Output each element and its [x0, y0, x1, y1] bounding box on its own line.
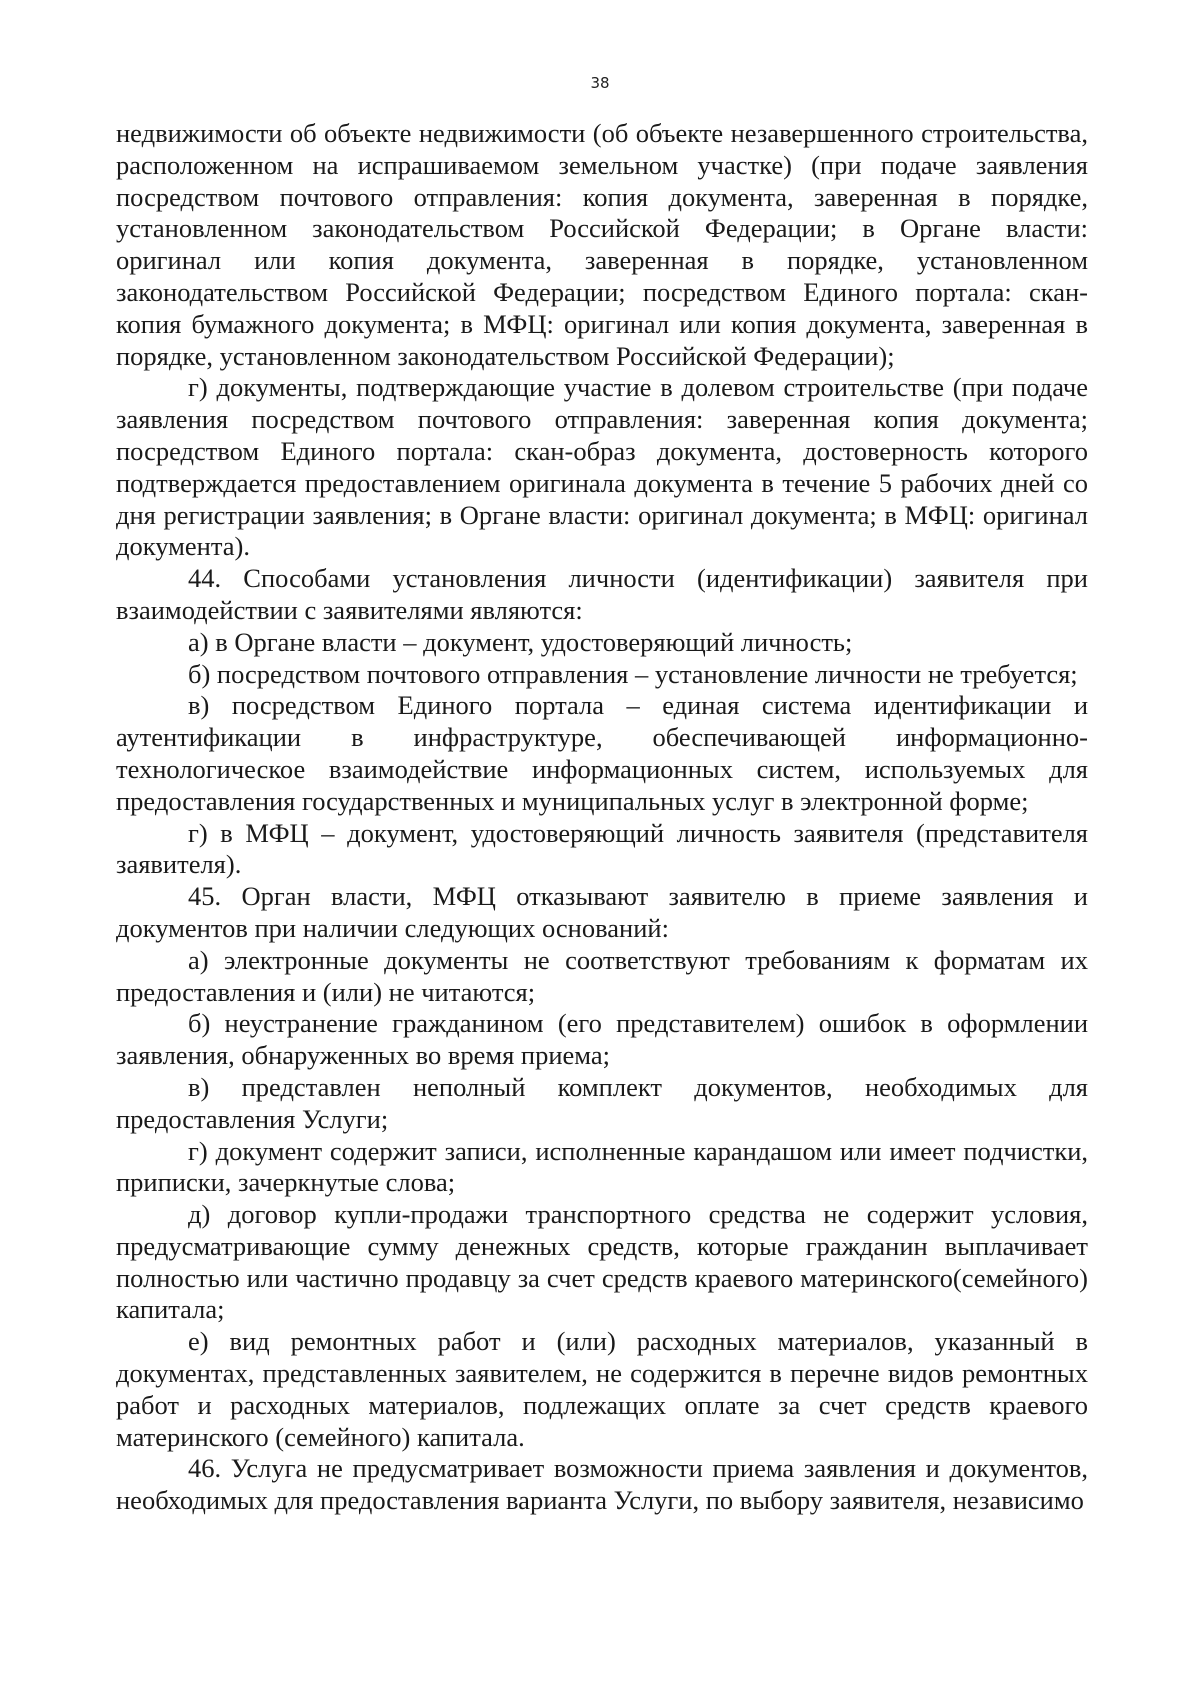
document-body: [116, 118, 1088, 1517]
page-number: 38: [590, 74, 610, 92]
paragraph: г) документ содержит записи, исполненные карандашом или имеет подчистки, приписки, зачеркнутые слова;: [116, 1135, 1088, 1198]
paragraph: г) документы, подтверждающие участие в долевом строительстве (при подаче заявления посредством почтового отправления: заверенная копия документа; посредством Единого портала: скан-образ документа, достоверность которого подтверждается предоставлением оригинала документа в течение 5 рабочих дней со дня регистрации заявления; в Органе власти: оригинал документа; в МФЦ: оригинал документа).: [116, 372, 1088, 562]
paragraph: а) в Органе власти – документ, удостоверяющий личность;: [188, 626, 853, 657]
paragraph: в) представлен неполный комплект документов, необходимых для предоставления Услуги;: [116, 1071, 1088, 1134]
paragraph: д) договор купли-продажи транспортного средства не содержит условия, предусматривающие сумму денежных средств, которые гражданин выплачивает полностью или частично продавцу за счет средств краевого материнского(семейного) капитала;: [116, 1199, 1088, 1325]
paragraph: недвижимости об объекте недвижимости (об объекте незавершенного строительства, расположенном на испрашиваемом земельном участке) (при подаче заявления посредством почтового отправления: копия документа, заверенная в порядке, установленном законодательством Российской Федерации; в Органе власти: оригинал или копия документа, заверенная в порядке, установленном законодательством Российской Федерации; посредством Единого портала: скан-копия бумажного документа; в МФЦ: оригинал или копия документа, заверенная в порядке, установленном законодательством Российской Федерации);: [116, 118, 1088, 371]
paragraph: 46. Услуга не предусматривает возможности приема заявления и документов, необходимых для предоставления варианта Услуги, по выбору заявителя, независимо: [116, 1453, 1088, 1516]
paragraph: г) в МФЦ – документ, удостоверяющий личность заявителя (представителя заявителя).: [116, 817, 1088, 880]
paragraph: в) посредством Единого портала – единая система идентификации и аутентификации в инфраструктуре, обеспечивающей информационно-технологическое взаимодействие информационных систем, используемых для предоставления государственных и муниципальных услуг в электронной форме;: [116, 690, 1088, 816]
paragraph: а) электронные документы не соответствуют требованиям к форматам их предоставления и (или) не читаются;: [116, 944, 1088, 1007]
paragraph: 45. Орган власти, МФЦ отказывают заявителю в приеме заявления и документов при наличии следующих оснований:: [116, 881, 1088, 943]
paragraph: б) посредством почтового отправления – установление личности не требуется;: [188, 658, 1078, 689]
paragraph: б) неустранение гражданином (его представителем) ошибок в оформлении заявления, обнаруженных во время приема;: [116, 1008, 1088, 1071]
paragraph: 44. Способами установления личности (идентификации) заявителя при взаимодействии с заявителями являются:: [116, 563, 1088, 625]
paragraph: е) вид ремонтных работ и (или) расходных материалов, указанный в документах, представленных заявителем, не содержится в перечне видов ремонтных работ и расходных материалов, подлежащих оплате за счет средств краевого материнского (семейного) капитала.: [116, 1326, 1088, 1452]
